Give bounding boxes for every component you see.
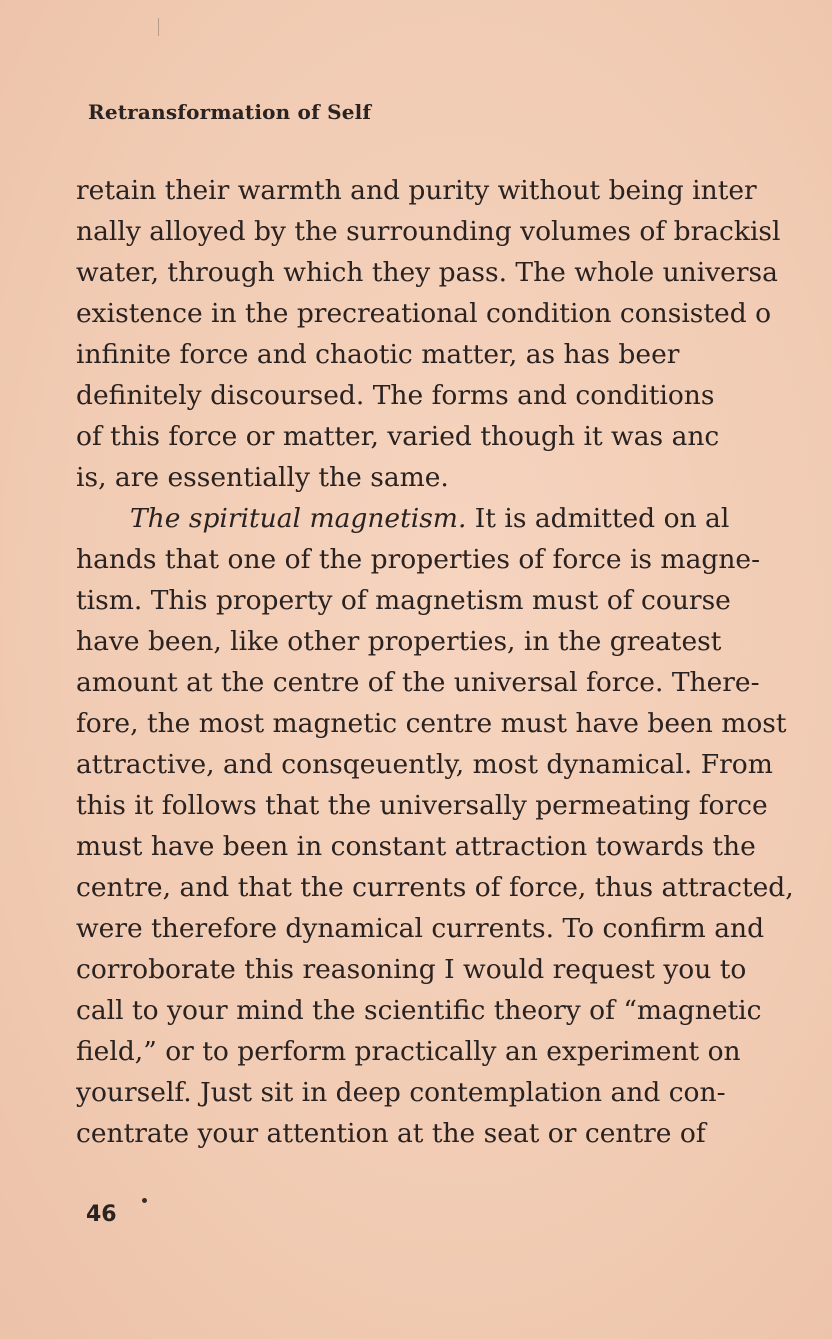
text-line: corroborate this reasoning I would request you to [76, 954, 747, 985]
text-line: water, through which they pass. The whole universa [76, 257, 778, 288]
text-run: It is admitted on al [466, 503, 730, 534]
text-line: field,” or to perform practically an experiment on [76, 1036, 741, 1067]
text-line: infinite force and chaotic matter, as has beer [76, 339, 680, 370]
text-line: have been, like other properties, in the greatest [76, 626, 722, 657]
text-line: definitely discoursed. The forms and conditions [76, 380, 715, 411]
paragraph-start-line [76, 498, 832, 539]
text-line: nally alloyed by the surrounding volumes of brackisl [76, 216, 781, 247]
text-line: must have been in constant attraction towards the [76, 831, 756, 862]
text-line: is, are essentially the same. [76, 462, 449, 493]
paper-mark [158, 18, 159, 36]
section-heading-inline: The spiritual magnetism. [130, 503, 467, 534]
text-line: tism. This property of magnetism must of course [76, 585, 731, 616]
text-line: attractive, and consqeuently, most dynamical. From [76, 749, 773, 780]
text-line: existence in the precreational condition consisted o [76, 298, 772, 329]
text-line: were therefore dynamical currents. To confirm and [76, 913, 765, 944]
text-line: retain their warmth and purity without being inter [76, 175, 757, 206]
running-head: Retransformation of Self [88, 100, 372, 124]
text-line: centre, and that the currents of force, thus attracted, [76, 872, 794, 903]
ink-speck [142, 1198, 147, 1203]
page-number: 46 [86, 1202, 117, 1227]
text-line: call to your mind the scientific theory of “magnetic [76, 995, 762, 1026]
text-line: this it follows that the universally permeating force [76, 790, 768, 821]
text-line: centrate your attention at the seat or centre of [76, 1118, 706, 1149]
text-line: amount at the centre of the universal force. There- [76, 667, 760, 698]
text-line: of this force or matter, varied though it was anc [76, 421, 720, 452]
text-line: fore, the most magnetic centre must have been most [76, 708, 787, 739]
body-text [76, 170, 832, 1154]
text-line: hands that one of the properties of force is magne- [76, 544, 761, 575]
text-line: yourself. Just sit in deep contemplation and con- [76, 1077, 726, 1108]
